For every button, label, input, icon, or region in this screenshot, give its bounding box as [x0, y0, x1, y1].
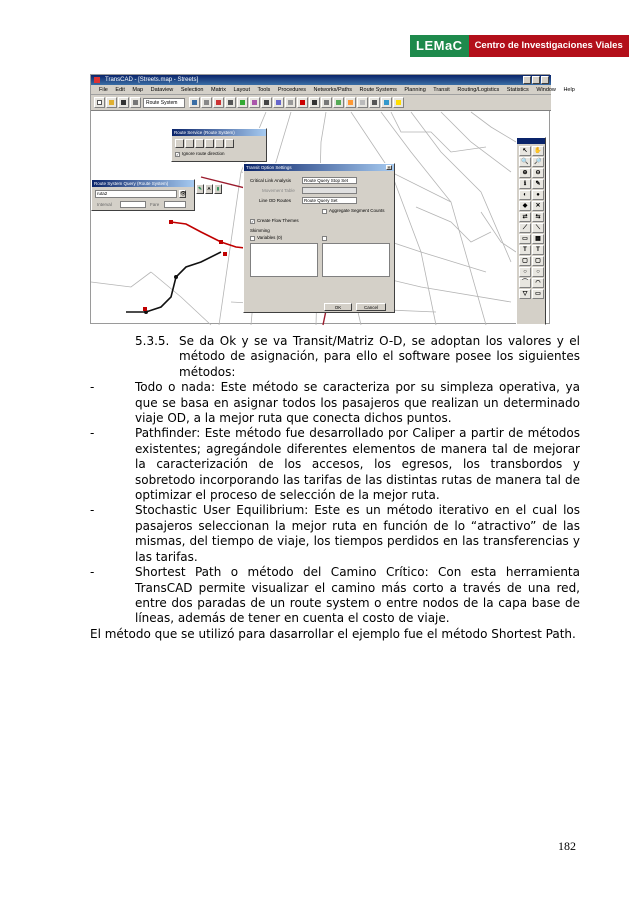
stop-tool-icon[interactable]: ▮	[214, 184, 222, 194]
maximize-icon[interactable]	[532, 76, 540, 84]
swap-tool-icon[interactable]: ⇄	[519, 212, 531, 222]
critical-link-label: Critical Link Analysis	[250, 178, 292, 183]
closing-paragraph: El método que se utilizó para dasarrollar el ejemplo fue el método Shortest Path.	[90, 626, 576, 641]
network-icon[interactable]	[285, 97, 296, 108]
polygon-tool-icon[interactable]: ▽	[519, 289, 531, 299]
method-text: Todo o nada: Este método se caracteriza por su simpleza operativa, ya que se basa en asignar todos los pasajeros que realizan un determinado viaje OD, a la mejor ruta que conecta dichos puntos.	[135, 380, 580, 426]
method-text: Shortest Path o método del Camino Crítico: Con esta herramienta TransCAD permite visualizar el camino más corto a través de una red, entre dos paradas de un route system o entre nodos de la capa base de líneas, además de tener en cuenta el costo de viaje.	[135, 565, 580, 626]
menu-file[interactable]: File	[99, 87, 108, 93]
aggregate-checkbox[interactable]	[322, 209, 327, 214]
bullet-marker: -	[90, 503, 95, 518]
variables-label: Variables (0)	[257, 235, 283, 240]
section-5-3-5	[135, 334, 580, 380]
pattern-icon[interactable]	[357, 97, 368, 108]
chart-icon[interactable]	[213, 97, 224, 108]
skimming-label: Skimming	[250, 228, 270, 233]
logo-text: Centro de Investigaciones Viales	[469, 35, 629, 57]
cancel-button[interactable]: Cancel	[356, 303, 386, 311]
reverse-tool-icon[interactable]: ⇆	[532, 212, 544, 222]
theme-icon[interactable]	[249, 97, 260, 108]
main-toolbar	[91, 95, 551, 111]
interval-field[interactable]	[120, 201, 146, 208]
menu-route-systems[interactable]: Route Systems	[359, 87, 397, 93]
label-icon[interactable]	[273, 97, 284, 108]
menu-procedures[interactable]: Procedures	[277, 87, 306, 93]
minimize-icon[interactable]	[523, 76, 531, 84]
grid-tool-icon[interactable]: ▦	[532, 234, 544, 244]
document-body	[90, 334, 580, 642]
line-od-label: Line OD Routes	[259, 198, 292, 203]
scale-icon[interactable]	[261, 97, 272, 108]
query-binoculars-icon[interactable]: 👁	[180, 191, 187, 197]
menu-planning[interactable]: Planning	[404, 87, 426, 93]
app-icon	[94, 77, 100, 83]
circle-tool-icon[interactable]: ●	[532, 190, 544, 200]
point-tool-icon[interactable]: ◆	[519, 201, 531, 211]
zoom-plus-tool-icon[interactable]: ⊕	[519, 168, 531, 178]
fare-label: Fare	[150, 202, 160, 207]
method-text: Stochastic User Equilibrium: Este es un método iterativo en el cual los pasajeros seleccionan la mejor ruta en función de lo “atractivo” de las mismas, del tiempo de viaje, los tiempos perdidos en las transferencias y las tarifas.	[135, 503, 580, 564]
print-icon[interactable]	[130, 97, 141, 108]
legend-icon[interactable]	[237, 97, 248, 108]
interval-label: Interval	[97, 202, 112, 207]
critical-link-select[interactable]: Route Query Stop Set	[302, 177, 357, 184]
options-list[interactable]	[322, 243, 390, 277]
line-tool-icon[interactable]: ⟋	[519, 223, 531, 233]
movement-table-select[interactable]	[302, 187, 357, 194]
method-item-stochastic	[90, 503, 580, 565]
ok-button[interactable]: OK	[324, 303, 352, 311]
pan-tool-icon[interactable]: ✋	[532, 146, 544, 156]
filter-icon[interactable]	[321, 97, 332, 108]
route-name-combo[interactable]: ruta2	[95, 190, 177, 198]
lemac-logo	[410, 35, 629, 57]
dialog-close-icon[interactable]: ×	[387, 165, 391, 170]
transit-dialog-title: Transit Option Settings	[244, 164, 394, 171]
query-tool-buttons	[196, 179, 224, 203]
ignore-direction-label: Ignore route direction	[182, 151, 225, 156]
zoom-minus-tool-icon[interactable]: ⊖	[532, 168, 544, 178]
fare-field[interactable]	[164, 201, 186, 208]
route-system-combo[interactable]: Route System	[143, 98, 185, 108]
stop-icon[interactable]	[309, 97, 320, 108]
zoom-icon[interactable]	[369, 97, 380, 108]
menu-dataview[interactable]: Dataview	[150, 87, 174, 93]
menu-window[interactable]: Window	[536, 87, 556, 93]
window-titlebar	[91, 75, 551, 85]
ignore-direction-checkbox[interactable]: ✓	[176, 152, 180, 157]
open-icon[interactable]	[106, 97, 117, 108]
tool-palette	[516, 137, 546, 325]
section-text: Se da Ok y se va Transit/Matriz O-D, se adoptan los valores y el método de asignación, para ello el software posee los siguientes métodos:	[179, 334, 580, 379]
save-icon[interactable]	[118, 97, 129, 108]
edit-route-icon[interactable]	[185, 139, 194, 148]
movement-table-label: Movement Table	[262, 188, 295, 193]
bullet-marker: -	[90, 426, 95, 441]
help-icon[interactable]	[393, 97, 404, 108]
route-service-title: Route Service (Route System)	[172, 129, 266, 136]
window-title: TransCAD - [Streets.map - Streets]	[105, 77, 199, 83]
move-stop-icon[interactable]	[215, 139, 224, 148]
info-tool-icon[interactable]: ℹ	[519, 179, 531, 189]
menu-networks[interactable]: Networks/Paths	[313, 87, 353, 93]
pen-tool-icon[interactable]: ✎	[196, 184, 204, 194]
window-controls	[523, 76, 549, 84]
new-icon[interactable]	[94, 97, 105, 108]
text-tool-icon[interactable]: T	[519, 245, 531, 255]
transit-option-dialog	[243, 163, 395, 313]
layer-icon[interactable]	[189, 97, 200, 108]
ellipse2-tool-icon[interactable]: ○	[532, 267, 544, 277]
menu-transit[interactable]: Transit	[433, 87, 450, 93]
create-flow-checkbox[interactable]: ✓	[251, 219, 255, 224]
variables-list[interactable]	[250, 243, 318, 277]
menu-selection[interactable]: Selection	[180, 87, 204, 93]
menu-help[interactable]: Help	[563, 87, 575, 93]
skim-option-checkbox[interactable]	[322, 236, 327, 241]
edit-tool-icon[interactable]: ✎	[532, 179, 544, 189]
map-icon[interactable]	[333, 97, 344, 108]
method-item-todo-o-nada	[90, 380, 580, 426]
attribute-tool-icon[interactable]: A	[205, 184, 213, 194]
bullet-marker: -	[90, 380, 95, 395]
pointer-tool-icon[interactable]: ↖	[519, 146, 531, 156]
delete-tool-icon[interactable]: ✕	[532, 201, 544, 211]
zoom-out-tool-icon[interactable]: 🔎	[532, 157, 544, 167]
line2-tool-icon[interactable]: ⟍	[532, 223, 544, 233]
grid-icon[interactable]	[225, 97, 236, 108]
method-item-pathfinder	[90, 426, 580, 503]
select-route-icon[interactable]	[175, 139, 184, 148]
arc-tool-icon[interactable]: ⌒	[519, 278, 531, 288]
ellipse-tool-icon[interactable]: ○	[519, 267, 531, 277]
box2-tool-icon[interactable]: ▢	[532, 256, 544, 266]
section-number: 5.3.5.	[135, 334, 170, 348]
fill-icon[interactable]	[345, 97, 356, 108]
menu-tools[interactable]: Tools	[257, 87, 271, 93]
rect-tool-icon[interactable]: ▭	[519, 234, 531, 244]
radius-tool-icon[interactable]: ◐	[519, 190, 531, 200]
menu-matrix[interactable]: Matrix	[210, 87, 226, 93]
table-icon[interactable]	[201, 97, 212, 108]
aggregate-label: Aggregate Segment Counts	[329, 208, 385, 213]
route-service-toolbox	[171, 128, 267, 162]
menu-routing[interactable]: Routing/Logistics	[457, 87, 500, 93]
route-query-toolbox	[91, 179, 195, 211]
method-item-shortest-path	[90, 565, 580, 627]
bullet-marker: -	[90, 565, 95, 580]
create-flow-label: Create Flow Themes	[257, 218, 299, 223]
variables-checkbox[interactable]	[250, 236, 255, 241]
zoom-in-tool-icon[interactable]: 🔍	[519, 157, 531, 167]
frame-tool-icon[interactable]: ▭	[532, 289, 544, 299]
menu-layout[interactable]: Layout	[233, 87, 251, 93]
transcad-screenshot	[90, 74, 575, 324]
close-icon[interactable]	[541, 76, 549, 84]
box-tool-icon[interactable]: ▢	[519, 256, 531, 266]
menu-map[interactable]: Map	[132, 87, 144, 93]
delete-stop-icon[interactable]	[205, 139, 214, 148]
page-number: 182	[558, 839, 576, 853]
text2-tool-icon[interactable]: T	[532, 245, 544, 255]
menu-statistics[interactable]: Statistics	[506, 87, 529, 93]
route-icon[interactable]	[297, 97, 308, 108]
reverse-route-icon[interactable]	[225, 139, 234, 148]
logo-mark: LEMaC	[410, 35, 469, 57]
method-text: Pathfinder: Este método fue desarrollado por Caliper a partir de métodos existentes; agregándole diferentes elementos de manera tal de mejorar la caracterización de los accesos, los egresos, los transbordos y sobretodo incorporando las tarifas de las distintas rutas de manera tal de optimizar el proceso de selección de la mejor ruta.	[135, 426, 580, 503]
globe-icon[interactable]	[381, 97, 392, 108]
route-query-title: Route System Query (Route System)	[92, 180, 194, 187]
line-od-select[interactable]: Route Query Set	[302, 197, 357, 204]
curve-tool-icon[interactable]: ◠	[532, 278, 544, 288]
menu-bar	[91, 85, 575, 95]
add-stop-icon[interactable]	[195, 139, 204, 148]
menu-edit[interactable]: Edit	[115, 87, 125, 93]
